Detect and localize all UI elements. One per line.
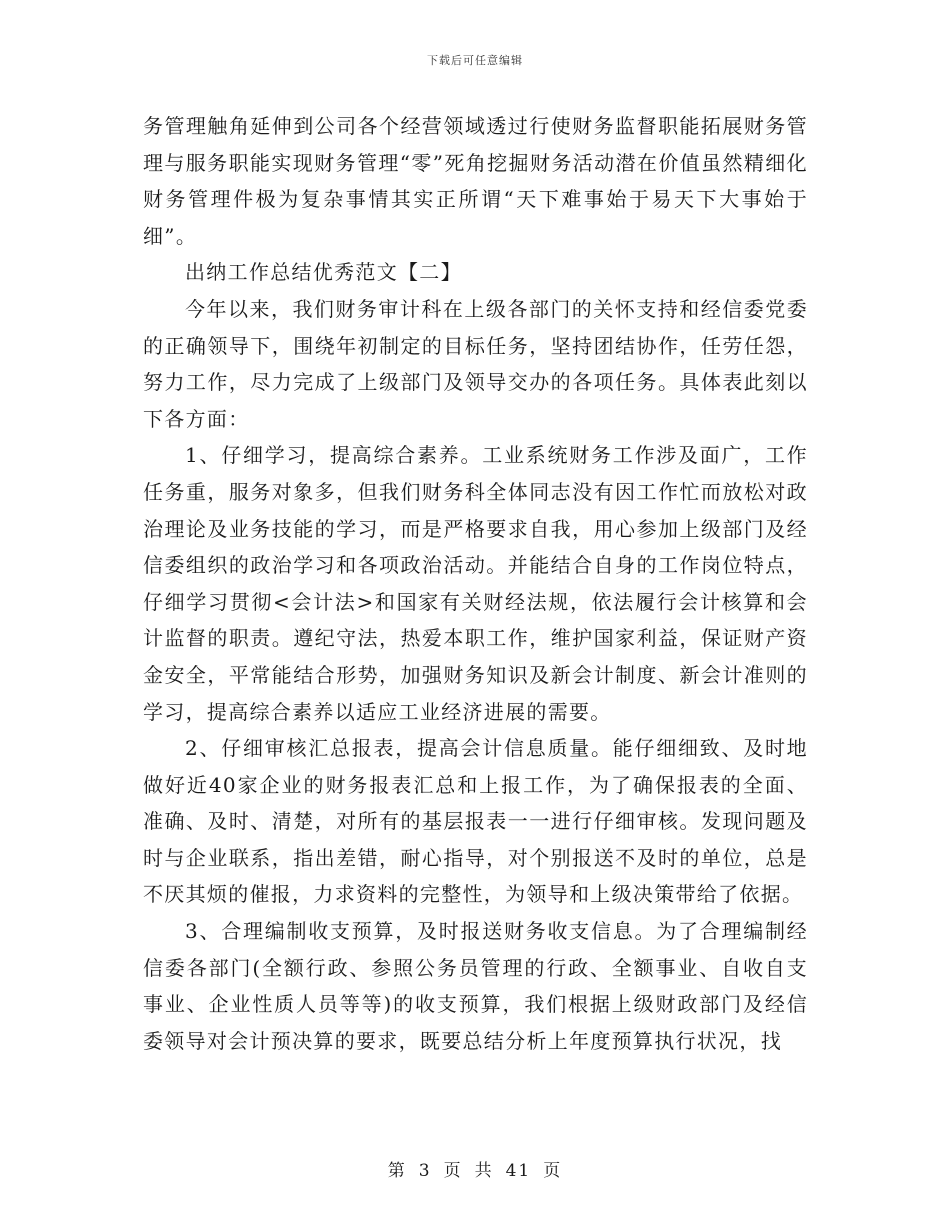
footer-page-unit: 页: [443, 1161, 463, 1181]
paragraph-item-1: 1、仔细学习，提高综合素养。工业系统财务工作涉及面广，工作任务重，服务对象多，但我们财务科全体同志没有因工作忙而放松对政治理论及业务技能的学习，而是严格要求自我，用心参加上级部门及经信委组织的政治学习和各项政治活动。并能结合自身的工作岗位特点，仔细学习贯彻<会计法>和国家有关财经法规，依法履行会计核算和会计监督的职责。遵纪守法，热爱本职工作，维护国家利益，保证财产资金安全，平常能结合形势，加强财务知识及新会计制度、新会计准则的学习，提高综合素养以适应工业经济进展的需要。: [143, 443, 808, 724]
footer-total-unit: 页: [543, 1161, 563, 1181]
section-heading: 出纳工作总结优秀范文【二】: [185, 260, 462, 285]
footer-total-pages: 41: [505, 1161, 532, 1181]
paragraph-item-2: 2、仔细审核汇总报表，提高会计信息质量。能仔细细致、及时地做好近40家企业的财务报表汇总和上报工作，为了确保报表的全面、准确、及时、清楚，对所有的基层报表一一进行仔细审核。发现问题及时与企业联系，指出差错，耐心指导，对个别报送不及时的单位，总是不厌其烦的催报，力求资料的完整性，为领导和上级决策带给了依据。: [143, 736, 808, 907]
page-header-note: 下载后可任意编辑: [427, 54, 523, 67]
document-body: [143, 108, 808, 1059]
footer-prefix: 第: [387, 1161, 407, 1181]
paragraph-intro: 今年以来，我们财务审计科在上级各部门的关怀支持和经信委党委的正确领导下，围绕年初制定的目标任务，坚持团结协作，任劳任怨，努力工作，尽力完成了上级部门及领导交办的各项任务。具体表此刻以下各方面：: [143, 296, 808, 431]
page-footer: [0, 1156, 950, 1181]
footer-total-label: 共: [474, 1161, 494, 1181]
footer-current-page: 3: [418, 1161, 432, 1181]
paragraph-item-3: 3、合理编制收支预算，及时报送财务收支信息。为了合理编制经信委各部门(全额行政、参照公务员管理的行政、全额事业、自收自支事业、企业性质人员等等)的收支预算，我们根据上级财政部门及经信委领导对会计预决算的要求，既要总结分析上年度预算执行状况，找: [143, 919, 808, 1053]
paragraph-continuation: 务管理触角延伸到公司各个经营领域透过行使财务监督职能拓展财务管理与服务职能实现财务管理“零”死角挖掘财务活动潜在价值虽然精细化财务管理件极为复杂事情其实正所谓“天下难事始于易天下大事始于细”。: [143, 114, 808, 248]
